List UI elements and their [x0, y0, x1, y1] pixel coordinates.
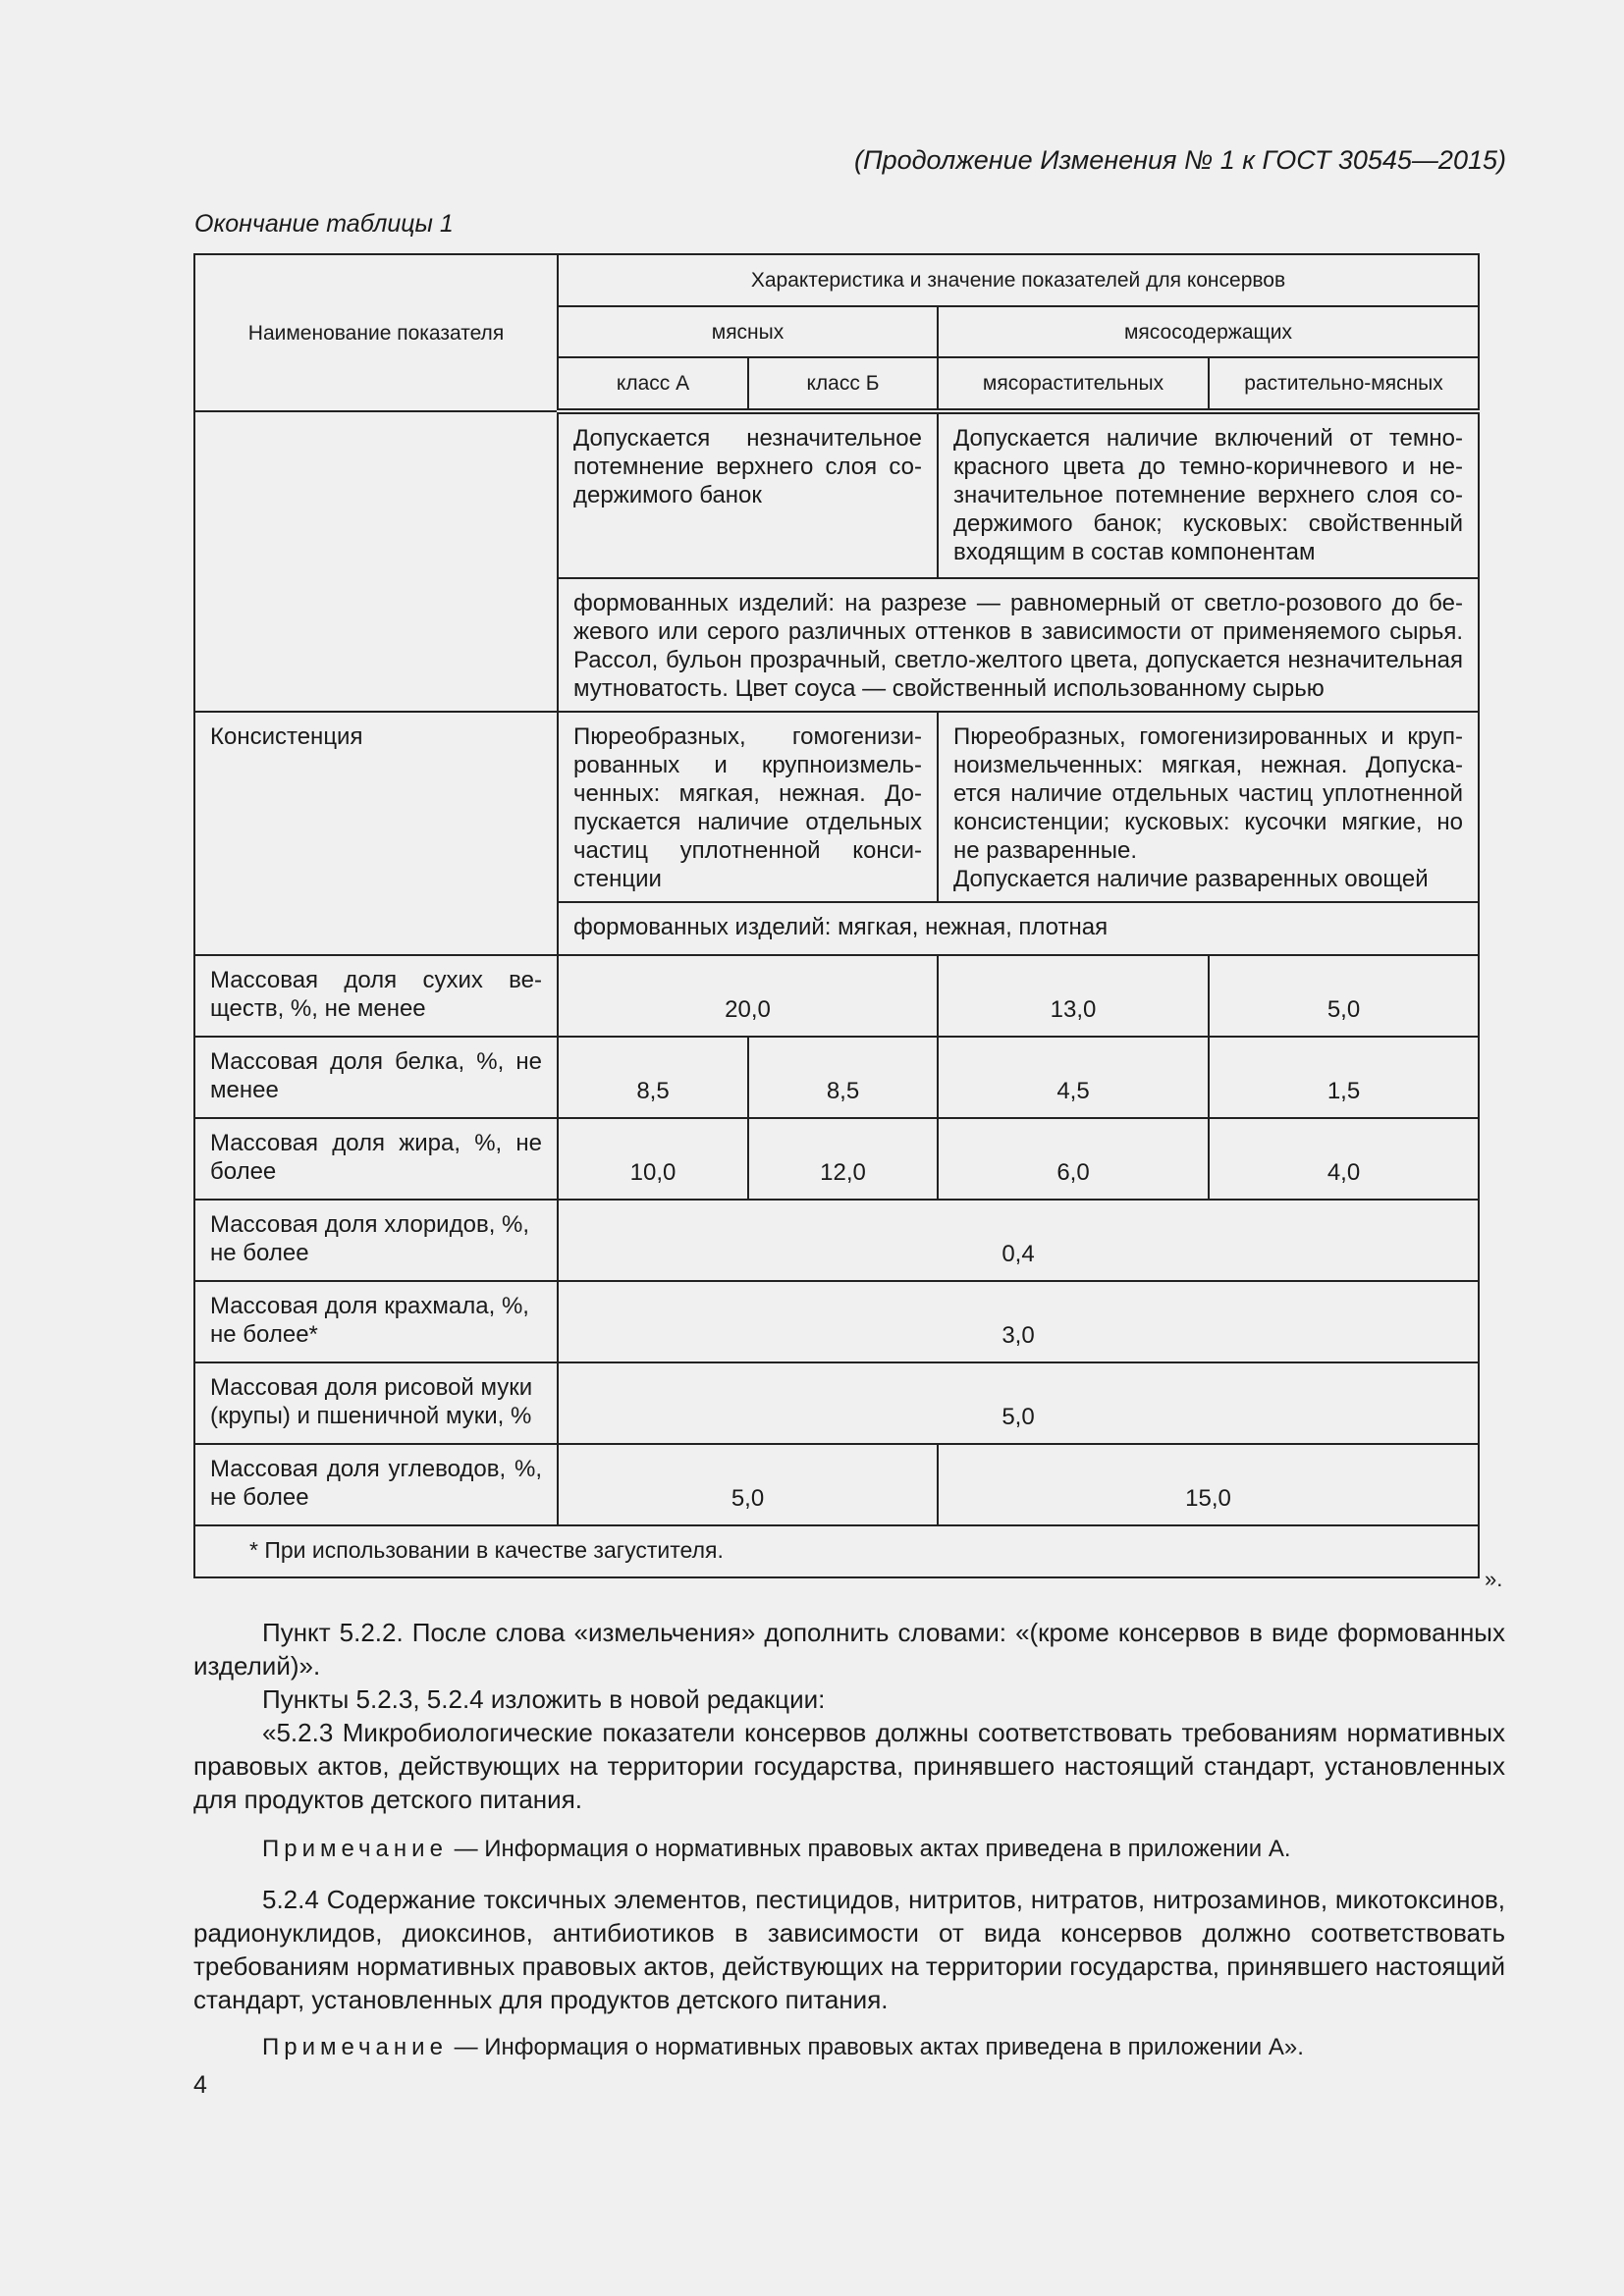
dry-label: Массовая доля сухих веществ, %, не менее: [210, 967, 542, 1022]
indicators-table: [193, 253, 1480, 1578]
protein-label-cell: [194, 1037, 558, 1118]
color-meat-containing-text: Допускается наличие включений от темно-красного цвета до темно-коричневого и незначительное потемнение верхнего слоя содержимого банок; кусковых: свойственный входящим в состав компонентам: [953, 425, 1463, 565]
flour-label-cell: [194, 1362, 558, 1444]
protein-b-value: [748, 1037, 938, 1118]
consistency-meat-containing-cell: [938, 712, 1479, 902]
table-caption: Окончание таблицы 1: [194, 210, 454, 238]
paragraph-5-2-4: 5.2.4 Содержание токсичных элементов, пестицидов, нитритов, нитратов, нитрозаминов, микотоксинов, радионуклидов, диоксинов, антибиотиков в зависимости от вида консервов должно соответствовать требованиям нормативных правовых актов, действующих на территории государства, принявшего настоящий стандарт, установленных для продуктов детского питания.: [193, 1885, 1505, 2014]
dry-meat-text: 20,0: [725, 996, 771, 1023]
header-vegetable-meat: растительно-мясных: [1209, 357, 1479, 411]
dry-veg-meat-text: 5,0: [1326, 996, 1361, 1023]
protein-veg-meat-text: 1,5: [1326, 1078, 1361, 1104]
protein-b-text: 8,5: [826, 1078, 860, 1104]
carbs-meat-text: 5,0: [731, 1485, 765, 1512]
dry-meat-veg-value: [938, 955, 1209, 1037]
color-formed-cell: [558, 578, 1479, 712]
consistency-formed-cell: [558, 902, 1479, 955]
note-1: [262, 1836, 1291, 1863]
flour-label: Массовая доля рисовой муки (крупы) и пшеничной муки, %: [210, 1374, 533, 1429]
flour-text: 5,0: [1001, 1404, 1035, 1430]
starch-label: Массовая доля крахмала, %, не более*: [210, 1293, 529, 1348]
body-paragraphs-1: [193, 1616, 1505, 1816]
fat-meat-veg-text: 6,0: [1056, 1159, 1090, 1186]
protein-meat-veg-text: 4,5: [1056, 1078, 1090, 1104]
fat-meat-veg-value: [938, 1118, 1209, 1200]
protein-label: Массовая доля белка, %, не менее: [210, 1048, 542, 1103]
fat-veg-meat-value: [1209, 1118, 1479, 1200]
header-meat-containing: мясосодержащих: [938, 306, 1479, 357]
paragraph-5-2-3: «5.2.3 Микробиологические показатели консервов должны соответствовать требованиям нормативных правовых актов, действующих на территории государства, принявшего настоящий стандарт, установленных для продуктов детского питания.: [193, 1718, 1505, 1814]
fat-label-cell: [194, 1118, 558, 1200]
carbs-label-cell: [194, 1444, 558, 1525]
paragraph-5-2-3-intro: Пункты 5.2.3, 5.2.4 изложить в новой редакции:: [262, 1684, 826, 1714]
dry-meat-veg-text: 13,0: [1050, 996, 1097, 1023]
fat-a-text: 10,0: [629, 1159, 677, 1186]
fat-b-value: [748, 1118, 938, 1200]
consistency-meat-containing-text-2: Допускается наличие разваренных овощей: [953, 866, 1429, 892]
chlorides-text: 0,4: [1001, 1241, 1035, 1267]
consistency-meat-cell: [558, 712, 938, 902]
table-footnote: * При использовании в качестве загустителя.: [194, 1525, 1479, 1577]
consistency-formed-text: формованных изделий: мягкая, нежная, плотная: [573, 914, 1109, 940]
starch-value: [558, 1281, 1479, 1362]
protein-a-value: [558, 1037, 748, 1118]
color-formed-text: формованных изделий: на разрезе — равномерный от светло-розового до бежевого или серого различных оттенков в зависимости от применяемого сырья. Рассол, бульон прозрачный, светло-желтого цвета, допускается незначительная мутноватость. Цвет соуса — свойственный использованному сырью: [573, 590, 1463, 702]
flour-value: [558, 1362, 1479, 1444]
consistency-label-cell: [194, 712, 558, 955]
consistency-meat-text: Пюреобразных, гомогенизированных и крупноизмельченных: мягкая, нежная. Допускается наличие отдельных частиц уплотненной консистенции: [573, 723, 922, 892]
fat-label: Массовая доля жира, %, не более: [210, 1130, 542, 1185]
starch-text: 3,0: [1001, 1322, 1035, 1349]
carbs-meat-value: [558, 1444, 938, 1525]
starch-label-cell: [194, 1281, 558, 1362]
protein-a-text: 8,5: [636, 1078, 670, 1104]
paragraph-5-2-2: Пункт 5.2.2. После слова «измельчения» дополнить словами: «(кроме консервов в виде формованных изделий)».: [193, 1618, 1505, 1681]
color-meat-cell: [558, 411, 938, 578]
color-meat-containing-cell: [938, 411, 1479, 578]
color-meat-text: Допускается незначительное потемнение верхнего слоя содержимого банок: [573, 425, 922, 508]
color-label-cell: [194, 411, 558, 712]
carbs-meat-containing-value: [938, 1444, 1479, 1525]
chlorides-value: [558, 1200, 1479, 1281]
note-1-text: — Информация о нормативных правовых актах приведена в приложении А.: [447, 1836, 1291, 1862]
chlorides-label-cell: [194, 1200, 558, 1281]
carbs-meat-containing-text: 15,0: [1185, 1485, 1231, 1512]
note-1-word: Примечание: [262, 1836, 448, 1862]
protein-veg-meat-value: [1209, 1037, 1479, 1118]
header-characteristic: Характеристика и значение показателей для консервов: [558, 254, 1479, 306]
dry-label-cell: [194, 955, 558, 1037]
dry-veg-meat-value: [1209, 955, 1479, 1037]
fat-veg-meat-text: 4,0: [1326, 1159, 1361, 1186]
consistency-label: Консистенция: [210, 723, 363, 750]
note-2-text: — Информация о нормативных правовых актах приведена в приложении А».: [447, 2034, 1304, 2060]
fat-b-text: 12,0: [820, 1159, 866, 1186]
header-indicator-name: Наименование показателя: [194, 254, 558, 411]
header-meat-vegetable: мясорастительных: [938, 357, 1209, 411]
fat-a-value: [558, 1118, 748, 1200]
chlorides-label: Массовая доля хлоридов, %, не более: [210, 1211, 530, 1266]
note-2-word: Примечание: [262, 2034, 448, 2060]
page-number: 4: [193, 2071, 207, 2099]
dry-meat-value: [558, 955, 938, 1037]
carbs-label: Массовая доля углеводов, %, не более: [210, 1456, 542, 1511]
consistency-meat-containing-text: Пюреобразных, гомогенизированных и крупноизмельченных: мягкая, нежная. Допускается наличие отдельных частиц уплотненной консистенции; кусковых: кусочки мягкие, но не разваренные.: [953, 723, 1463, 864]
note-2: [262, 2034, 1304, 2061]
body-paragraphs-2: [193, 1883, 1505, 2016]
closing-quote: ».: [1485, 1567, 1503, 1591]
header-class-b: класс Б: [748, 357, 938, 411]
header-meat: мясных: [558, 306, 938, 357]
continuation-note: (Продолжение Изменения № 1 к ГОСТ 30545—2015): [854, 145, 1506, 175]
protein-meat-veg-value: [938, 1037, 1209, 1118]
header-class-a: класс А: [558, 357, 748, 411]
